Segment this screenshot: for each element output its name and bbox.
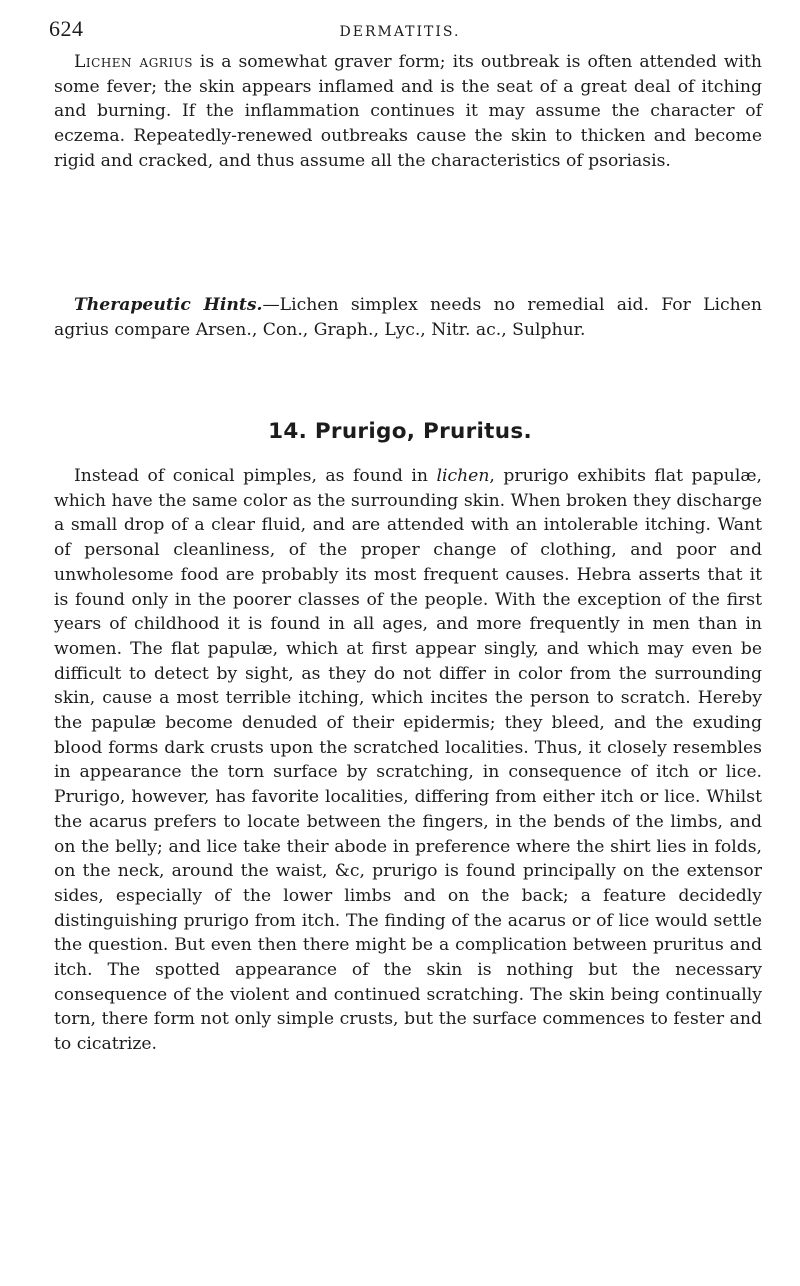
lichen-agrius-lead: Lichen agrius <box>74 52 193 72</box>
therapeutic-hints-label: Therapeutic Hints. <box>74 295 263 315</box>
running-title: DERMATITIS. <box>339 24 461 40</box>
paragraph-prurigo <box>54 464 762 1057</box>
section-heading: 14. Prurigo, Pruritus. <box>268 419 532 444</box>
therapeutic-hints-text: —Lichen simplex needs no remedial aid. For Lichen agrius compare Arsen., Con., Graph., Lyc., Nitr. ac., Sulphur. <box>54 295 762 340</box>
paragraph-therapeutic-hints <box>54 293 762 342</box>
prurigo-italic-lichen: lichen <box>436 466 490 486</box>
page-number: 624 <box>49 16 84 41</box>
paragraph-lichen-agrius <box>54 50 762 174</box>
running-head <box>49 16 751 46</box>
lichen-agrius-text: is a somewhat graver form; its outbreak is often attended with some fever; the skin appears inflamed and is the seat of a great deal of itching and burning. If the inflammation continues it may assume the character of eczema. Repeatedly-renewed outbreaks cause the skin to thicken and become rigid and cracked, and thus assume all the characteristics of psoriasis. <box>54 52 763 171</box>
prurigo-text-before: Instead of conical pimples, as found in <box>74 466 437 486</box>
prurigo-text-after: , prurigo exhibits flat papulæ, which have the same color as the surrounding skin. When broken they discharge a small drop of a clear fluid, and are attended with an intolerable itching. Want of personal cleanliness, of the proper change of clothing, and poor and unwholesome food are probably its most frequent causes. Hebra asserts that it is found only in the poorer classes of the people. With the exception of the first years of childhood it is found in all ages, and more frequently in men than in women. The flat papulæ, which at first appear singly, and which may even be difficult to detect by sight, as they do not differ in color from the surrounding skin, cause a most terrible itching, which incites the person to scratch. Hereby the papulæ become denuded of their epidermis; they bleed, and the exuding blood forms dark crusts upon the scratched localities. Thus, it closely resembles in appearance the torn surface by scratching, in consequence of itch or lice. Prurigo, however, has favorite localities, differing from either itch or lice. Whilst the acarus prefers to locate between the fingers, in the bends of the limbs, and on the belly; and lice take their abode in preference where the shirt lies in folds, on the neck, around the waist, &c, prurigo is found principally on the extensor sides, especially of the lower limbs and on the back; a feature decidedly distinguishing prurigo from itch. The finding of the acarus or of lice would settle the question. But even then there might be a complication between pruritus and itch. The spotted appearance of the skin is nothing but the necessary consequence of the violent and continued scratching. The skin being continually torn, there form not only simple crusts, but the surface commences to fester and to cicatrize. <box>54 466 762 1055</box>
